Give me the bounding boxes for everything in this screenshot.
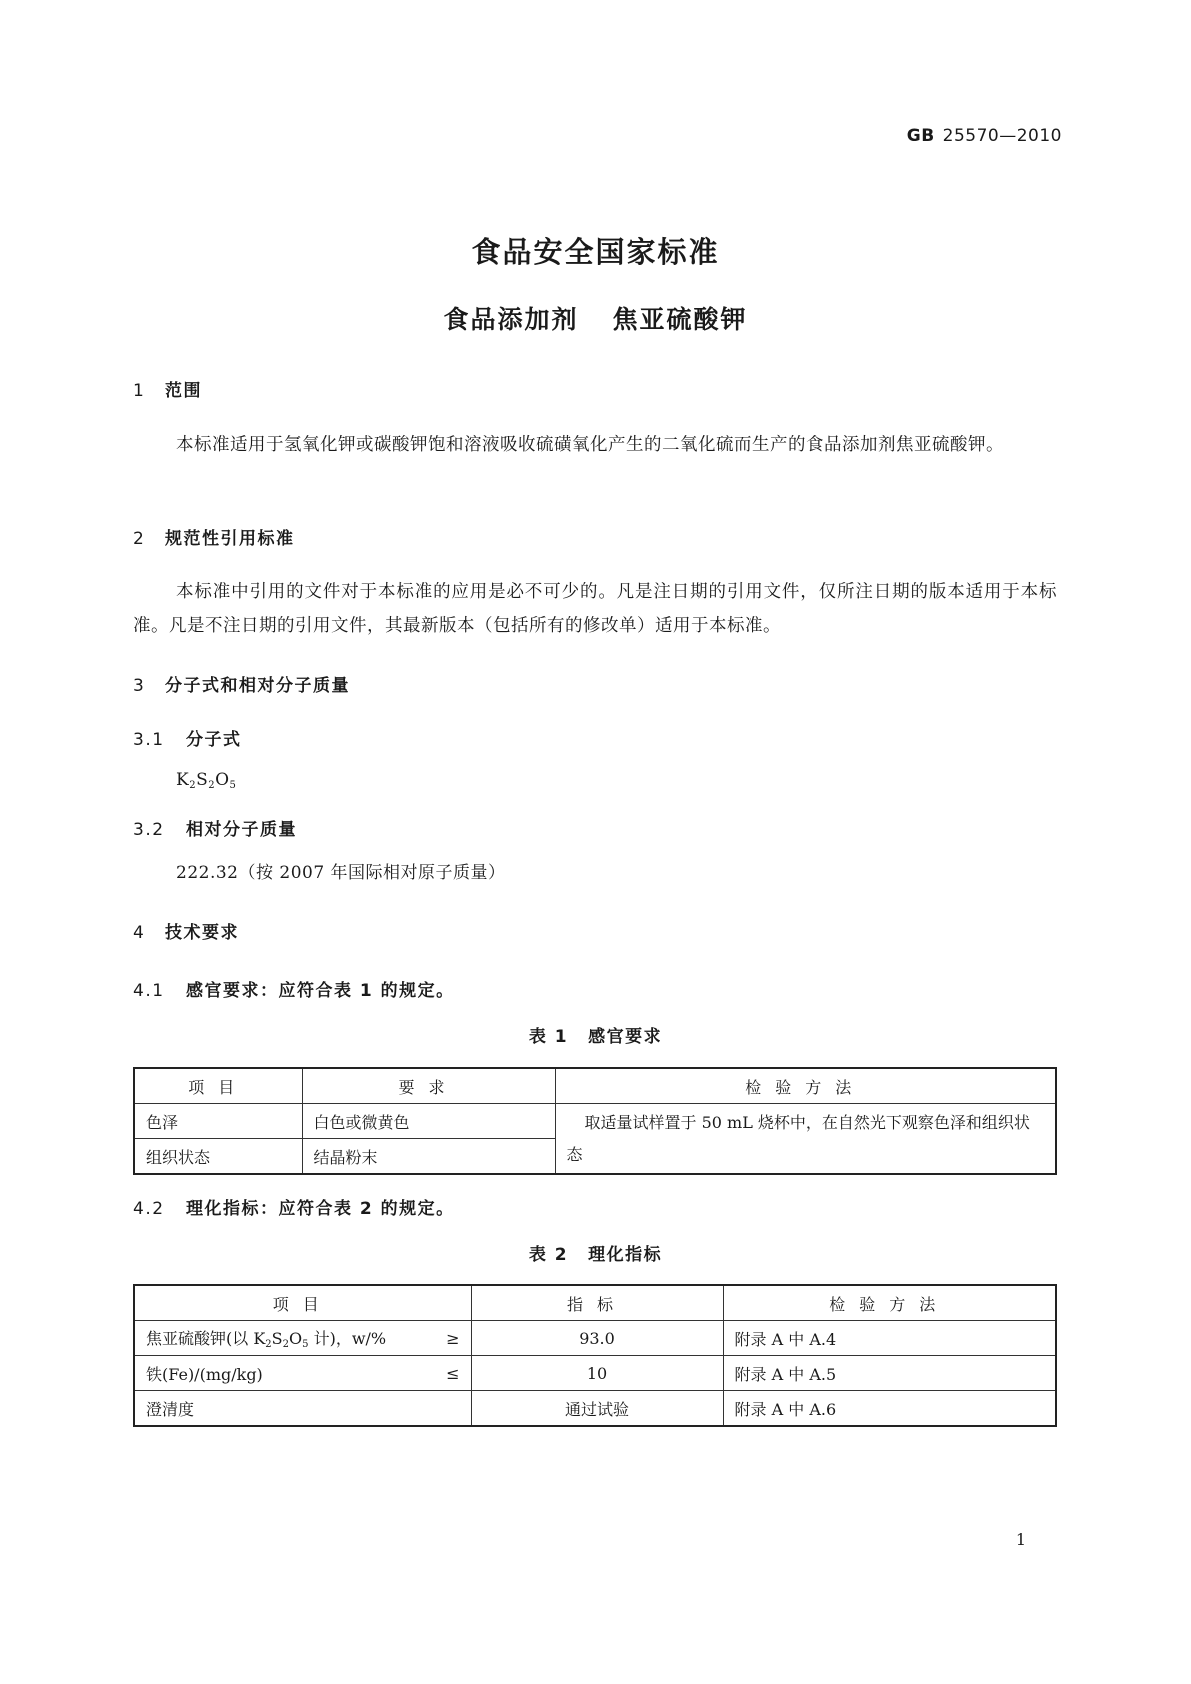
cell-item: 色泽 (134, 1104, 302, 1139)
cell-requirement: 结晶粉末 (302, 1139, 555, 1175)
table-sensory-requirements (133, 1067, 1057, 1175)
document-subtitle (0, 300, 1191, 336)
cell-item: 组织状态 (134, 1139, 302, 1175)
cell-value: 93.0 (471, 1321, 723, 1356)
section-2-text: 本标准中引用的文件对于本标准的应用是必不可少的。凡是注日期的引用文件，仅所注日期的版本适用于本标准。凡是不注日期的引用文件，其最新版本（包括所有的修改单）适用于本标准。 (133, 582, 1057, 636)
standard-prefix: GB (906, 126, 935, 146)
table-2-caption: 表 2 理化指标 (528, 1245, 663, 1265)
table-row (134, 1391, 1056, 1427)
cell-item (134, 1321, 471, 1356)
page-number: 1 (1015, 1530, 1026, 1549)
cell-method: 附录 A 中 A.5 (723, 1356, 1056, 1391)
section-3-1-heading: 3.1 分子式 (133, 730, 242, 750)
standard-number: 25570—2010 (942, 126, 1062, 146)
cell-item: 澄清度 (134, 1391, 471, 1427)
table-row (134, 1104, 1056, 1139)
cell-value: 10 (471, 1356, 723, 1391)
cell-requirement: 白色或微黄色 (302, 1104, 555, 1139)
cell-method: 附录 A 中 A.4 (723, 1321, 1056, 1356)
cell-value: 通过试验 (471, 1391, 723, 1427)
table-row (134, 1356, 1056, 1391)
section-4-2-heading: 4.2 理化指标：应符合表 2 的规定。 (133, 1199, 455, 1219)
col-header-item: 项目 (134, 1068, 302, 1104)
relation-symbol: ≤ (446, 1363, 460, 1383)
table-physicochemical-indicators (133, 1284, 1057, 1427)
subtitle-category: 食品添加剂 (443, 305, 579, 334)
standard-code (907, 126, 1062, 146)
table-header-row (134, 1068, 1056, 1104)
col-header-item: 项目 (134, 1285, 471, 1321)
col-header-requirement: 要求 (302, 1068, 555, 1104)
col-header-method: 检验方法 (555, 1068, 1056, 1104)
section-3-heading: 3 分子式和相对分子质量 (133, 676, 350, 696)
cell-method: 取适量试样置于 50 mL 烧杯中，在自然光下观察色泽和组织状态 (555, 1104, 1056, 1175)
document-title: 食品安全国家标准 (471, 235, 720, 269)
cell-item (134, 1356, 471, 1391)
section-1-text: 本标准适用于氢氧化钾或碳酸钾饱和溶液吸收硫磺氧化产生的二氧化硫而生产的食品添加剂焦亚硫酸钾。 (176, 435, 1004, 455)
col-header-indicator: 指标 (471, 1285, 723, 1321)
section-2-heading: 2 规范性引用标准 (133, 529, 295, 549)
molecular-formula: $K_2S_2O_5$ (176, 770, 237, 791)
molecular-mass: 222.32（按 2007 年国际相对原子质量） (176, 863, 506, 883)
table-1-caption: 表 1 感官要求 (528, 1027, 663, 1047)
table-header-row (134, 1285, 1056, 1321)
cell-method: 附录 A 中 A.6 (723, 1391, 1056, 1427)
subtitle-product: 焦亚硫酸钾 (612, 305, 748, 334)
item-iron: 铁(Fe)/(mg/kg) (146, 1364, 263, 1384)
relation-symbol: ≥ (446, 1328, 460, 1348)
col-header-method: 检验方法 (723, 1285, 1056, 1321)
section-4-heading: 4 技术要求 (133, 923, 239, 943)
section-1-heading: 1 范围 (133, 381, 202, 401)
item-potassium-metabisulfite: 焦亚硫酸钾(以 $K_2S_2O_5$ 计)，w/% (146, 1329, 387, 1350)
table-row (134, 1321, 1056, 1356)
section-4-1-heading: 4.1 感官要求：应符合表 1 的规定。 (133, 981, 455, 1001)
section-3-2-heading: 3.2 相对分子质量 (133, 820, 297, 840)
